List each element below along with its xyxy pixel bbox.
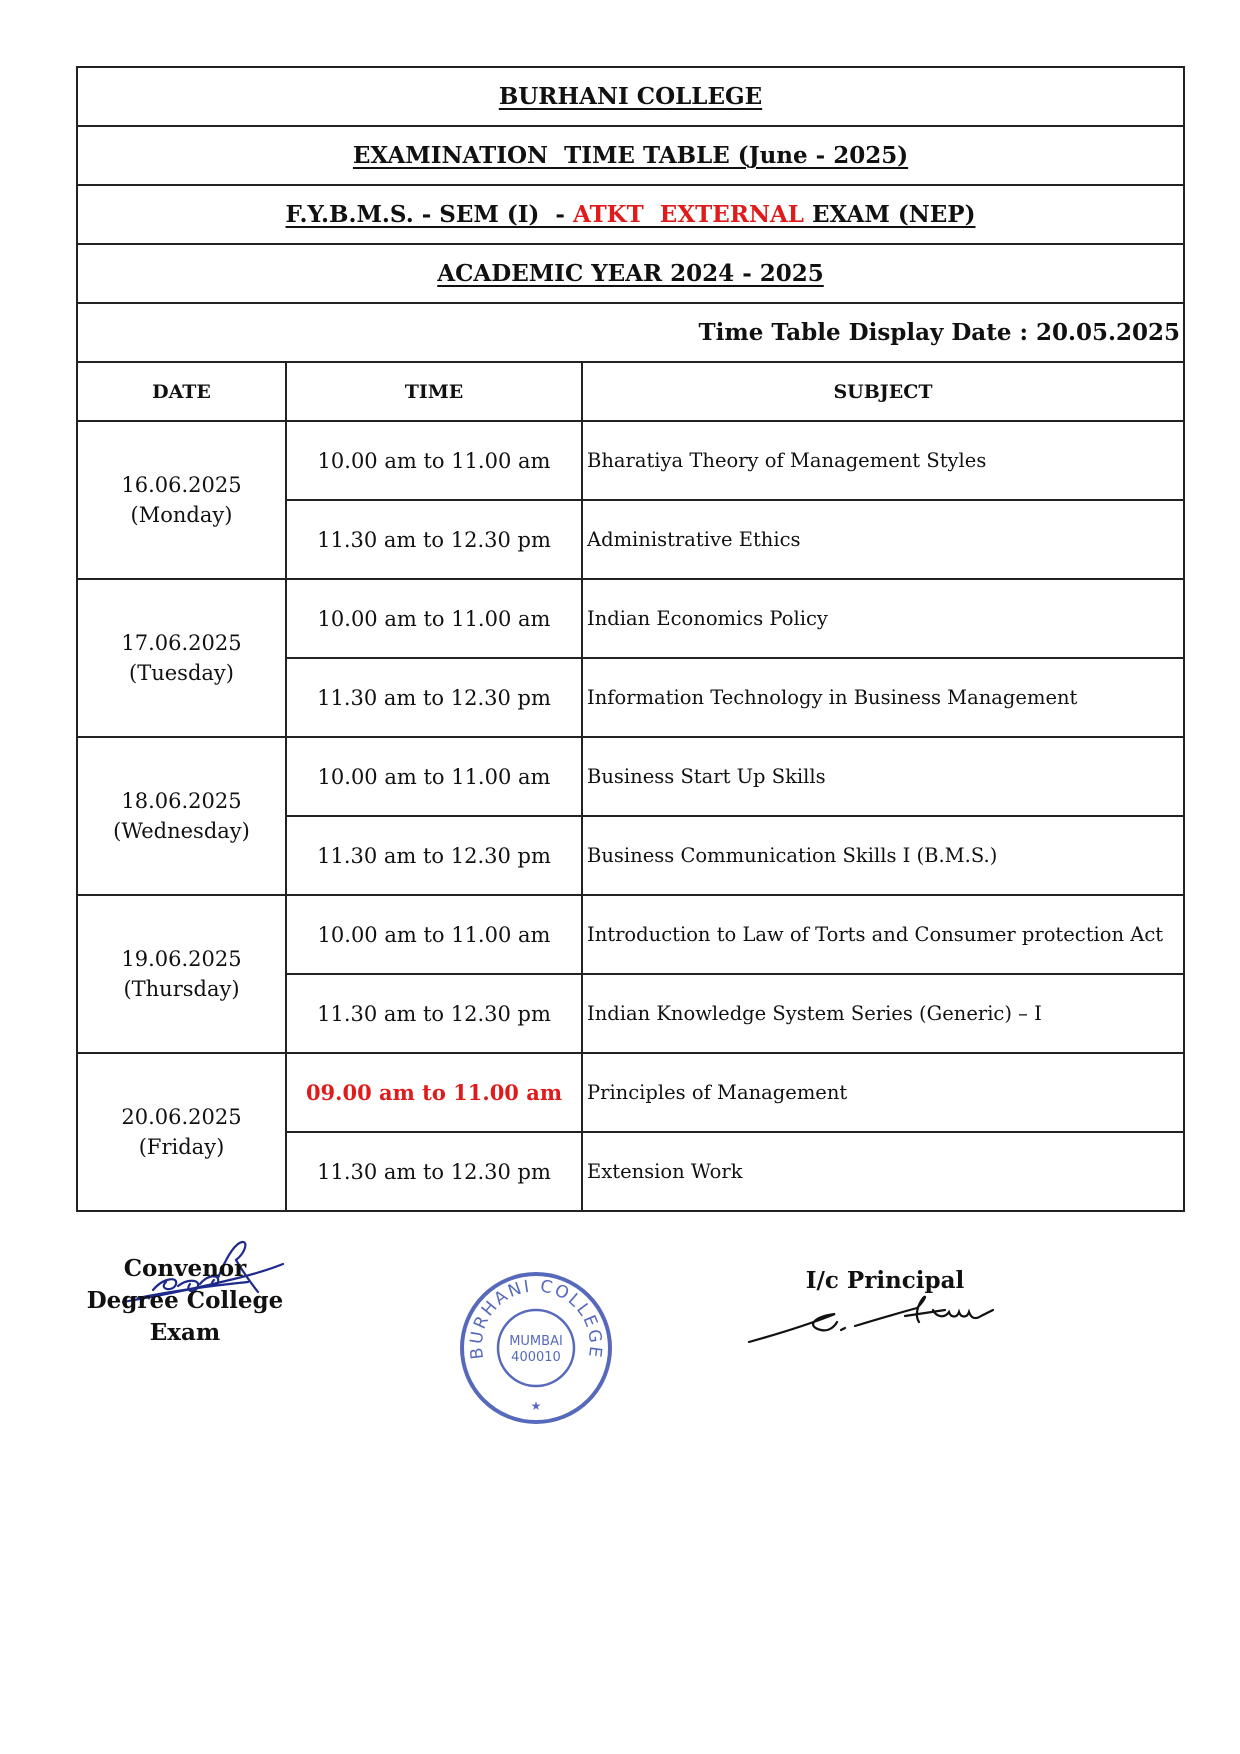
exam-time-cell: 10.00 am to 11.00 am <box>286 421 582 500</box>
exam-weekday: (Friday) <box>138 1135 225 1159</box>
exam-time-cell: 09.00 am to 11.00 am <box>286 1053 582 1132</box>
exam-subject-cell: Indian Economics Policy <box>582 579 1184 658</box>
date-column-header: DATE <box>77 362 286 421</box>
table-row <box>77 895 1184 974</box>
exam-date: 16.06.2025 <box>121 473 242 497</box>
convenor-label: Convenor Degree College Exam <box>86 1255 284 1346</box>
exam-date-cell <box>77 895 286 1053</box>
exam-timetable <box>76 66 1185 1212</box>
display-date: Time Table Display Date : 20.05.2025 <box>77 303 1184 362</box>
exam-weekday: (Tuesday) <box>129 661 234 685</box>
exam-subject-cell: Business Communication Skills I (B.M.S.) <box>582 816 1184 895</box>
exam-date: 19.06.2025 <box>121 947 242 971</box>
schedule-body <box>77 421 1184 1211</box>
svg-text:400010: 400010 <box>511 1350 561 1365</box>
exam-subject-cell: Extension Work <box>582 1132 1184 1211</box>
exam-title: EXAMINATION TIME TABLE (June - 2025) <box>77 126 1184 185</box>
exam-time-cell: 10.00 am to 11.00 am <box>286 895 582 974</box>
exam-date: 18.06.2025 <box>121 789 242 813</box>
exam-weekday: (Thursday) <box>123 977 240 1001</box>
exam-subject-cell: Bharatiya Theory of Management Styles <box>582 421 1184 500</box>
table-row <box>77 421 1184 500</box>
atkt-highlight: ATKT EXTERNAL <box>572 201 804 228</box>
course-title: F.Y.B.M.S. - SEM (I) - ATKT EXTERNAL EXAM (NEP) <box>77 185 1184 244</box>
exam-subject-cell: Indian Knowledge System Series (Generic) – I <box>582 974 1184 1053</box>
svg-text:BURHANI COLLEGE: BURHANI COLLEGE <box>466 1276 606 1361</box>
exam-weekday: (Wednesday) <box>113 819 250 843</box>
time-column-header: TIME <box>286 362 582 421</box>
college-name: BURHANI COLLEGE <box>77 67 1184 126</box>
college-stamp <box>456 1268 616 1428</box>
subject-column-header: SUBJECT <box>582 362 1184 421</box>
exam-subject-cell: Business Start Up Skills <box>582 737 1184 816</box>
exam-time-cell: 10.00 am to 11.00 am <box>286 737 582 816</box>
principal-label: I/c Principal <box>805 1267 965 1294</box>
exam-time-cell: 10.00 am to 11.00 am <box>286 579 582 658</box>
academic-year: ACADEMIC YEAR 2024 - 2025 <box>77 244 1184 303</box>
exam-subject-cell: Information Technology in Business Management <box>582 658 1184 737</box>
table-row <box>77 737 1184 816</box>
svg-text:★: ★ <box>530 1399 542 1413</box>
exam-subject-cell: Principles of Management <box>582 1053 1184 1132</box>
exam-time-cell: 11.30 am to 12.30 pm <box>286 816 582 895</box>
exam-subject-cell: Introduction to Law of Torts and Consumer protection Act <box>582 895 1184 974</box>
exam-time-cell: 11.30 am to 12.30 pm <box>286 1132 582 1211</box>
exam-time-cell: 11.30 am to 12.30 pm <box>286 500 582 579</box>
exam-date-cell <box>77 737 286 895</box>
exam-date-cell <box>77 1053 286 1211</box>
exam-date: 20.06.2025 <box>121 1105 242 1129</box>
exam-date: 17.06.2025 <box>121 631 242 655</box>
table-row <box>77 1053 1184 1132</box>
exam-time-cell: 11.30 am to 12.30 pm <box>286 658 582 737</box>
principal-signature <box>745 1290 1005 1350</box>
exam-date-cell <box>77 421 286 579</box>
exam-time-cell: 11.30 am to 12.30 pm <box>286 974 582 1053</box>
svg-text:MUMBAI: MUMBAI <box>509 1334 563 1349</box>
table-row <box>77 579 1184 658</box>
exam-weekday: (Monday) <box>130 503 233 527</box>
exam-date-cell <box>77 579 286 737</box>
exam-subject-cell: Administrative Ethics <box>582 500 1184 579</box>
